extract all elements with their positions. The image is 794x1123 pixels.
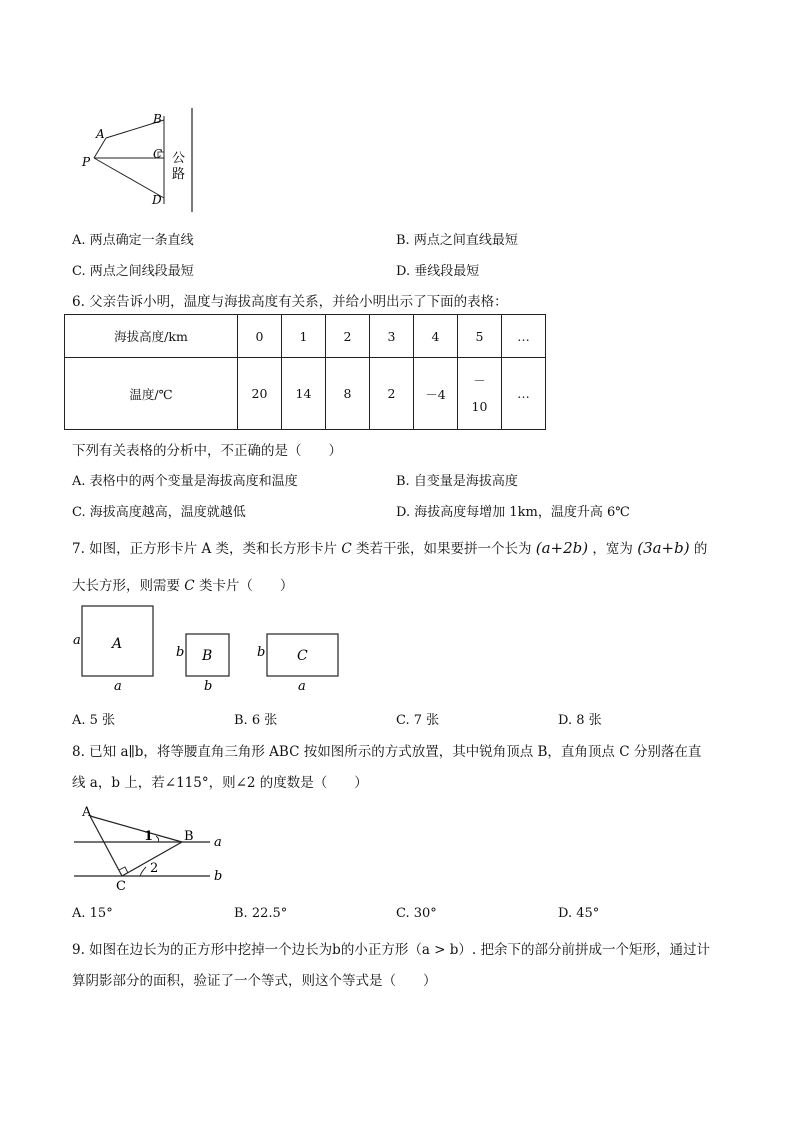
q8-figure bbox=[70, 802, 240, 894]
table-cell: 2 bbox=[326, 315, 370, 358]
q8-stem-line1: 8. 已知 a∥b，将等腰直角三角形 ABC 按如图所示的方式放置，其中锐角顶点 B，直角顶点 C 分别落在直 bbox=[72, 744, 702, 760]
card-b-side: b bbox=[176, 645, 185, 660]
fig8-label-c: C bbox=[116, 879, 126, 894]
fig5-label-a: A bbox=[96, 127, 105, 141]
table-cell: 4 bbox=[414, 315, 458, 358]
fig5-label-d: D bbox=[152, 193, 162, 207]
q8-option-d[interactable]: D. 45° bbox=[558, 906, 600, 921]
altitude-table bbox=[64, 314, 546, 430]
q6-stem: 6. 父亲告诉小明，温度与海拔高度有关系，并给小明出示了下面的表格： bbox=[72, 294, 508, 310]
card-a-label: A bbox=[112, 636, 123, 652]
table-head-altitude: 海拔高度/km bbox=[65, 315, 238, 358]
q7-stem-part: 大长方形，则需要 bbox=[72, 578, 180, 594]
q9-stem-line1: 9. 如图在边长为的正方形中挖掉一个边长为b的小正方形（a > b）. 把余下的部分前拼成一个矩形，通过计 bbox=[72, 942, 710, 958]
table-cell: 5 bbox=[458, 315, 502, 358]
q5-option-d[interactable]: D. 垂线段最短 bbox=[396, 264, 480, 279]
table-cell: … bbox=[502, 315, 546, 358]
q6-option-c[interactable]: C. 海拔高度越高，温度就越低 bbox=[72, 505, 246, 520]
fig5-road-2: 路 bbox=[172, 167, 186, 182]
table-cell: 8 bbox=[326, 358, 370, 430]
q7-stem-part: 7. 如图，正方形卡片 A 类，类和长方形卡片 bbox=[72, 541, 338, 557]
q7-stem-part: 的 bbox=[693, 541, 708, 557]
table-head-temperature: 温度/℃ bbox=[65, 358, 238, 430]
table-cell: 0 bbox=[238, 315, 282, 358]
card-c-label: C bbox=[297, 648, 308, 664]
q5-option-a[interactable]: A. 两点确定一条直线 bbox=[72, 233, 194, 248]
card-a-bottom: a bbox=[114, 679, 122, 694]
fig8-angle-1: 1 bbox=[144, 829, 154, 844]
q5-option-c[interactable]: C. 两点之间线段最短 bbox=[72, 264, 194, 279]
q6-option-a[interactable]: A. 表格中的两个变量是海拔高度和温度 bbox=[72, 474, 298, 489]
q7-option-b[interactable]: B. 6 张 bbox=[234, 713, 278, 728]
q7-card-c-ref: C bbox=[184, 578, 195, 594]
fig8-line-a: a bbox=[214, 835, 222, 850]
q8-option-c[interactable]: C. 30° bbox=[396, 906, 437, 921]
q7-stem-line1 bbox=[72, 537, 707, 557]
card-a-side: a bbox=[73, 633, 81, 648]
q7-stem-part: ，宽为 bbox=[592, 541, 633, 557]
fig5-label-c: C bbox=[153, 147, 163, 161]
card-b-bottom: b bbox=[204, 679, 213, 694]
q7-card-c-ref: C bbox=[341, 541, 352, 557]
fig5-road-1: 公 bbox=[172, 151, 186, 166]
q6-option-d[interactable]: D. 海拔高度每增加 1km，温度升高 6℃ bbox=[396, 505, 630, 520]
q7-option-d[interactable]: D. 8 张 bbox=[558, 713, 602, 728]
fig5-label-p: P bbox=[82, 155, 91, 169]
table-cell: 20 bbox=[238, 358, 282, 430]
table-cell: 14 bbox=[282, 358, 326, 430]
card-b-label: B bbox=[202, 648, 213, 664]
table-cell: 2 bbox=[370, 358, 414, 430]
q5-figure bbox=[78, 106, 208, 216]
card-c-bottom: a bbox=[298, 679, 306, 694]
q8-option-a[interactable]: A. 15° bbox=[72, 906, 113, 921]
table-cell: … bbox=[502, 358, 546, 430]
q7-stem-part: 类若干张，如果要拼一个长为 bbox=[355, 541, 532, 557]
q7-stem-line2 bbox=[72, 574, 293, 594]
card-c-side: b bbox=[257, 645, 266, 660]
q7-cards-figure bbox=[68, 602, 358, 696]
q7-option-a[interactable]: A. 5 张 bbox=[72, 713, 116, 728]
q6-option-b[interactable]: B. 自变量是海拔高度 bbox=[396, 474, 518, 489]
fig8-label-a: A bbox=[82, 805, 92, 820]
fig8-angle-2: 2 bbox=[150, 861, 159, 876]
fig8-line-b: b bbox=[214, 869, 223, 884]
table-cell: 1 bbox=[282, 315, 326, 358]
table-cell: － 10 bbox=[458, 358, 502, 430]
table-cell: 3 bbox=[370, 315, 414, 358]
fig8-label-b: B bbox=[184, 829, 194, 844]
q7-option-c[interactable]: C. 7 张 bbox=[396, 713, 440, 728]
q5-option-b[interactable]: B. 两点之间直线最短 bbox=[396, 233, 518, 248]
q6-sub-question: 下列有关表格的分析中，不正确的是（ ） bbox=[72, 443, 342, 459]
q7-width-expr: (3a+b) bbox=[637, 539, 690, 557]
fig5-label-b: B bbox=[153, 112, 162, 126]
q9-stem-line2: 算阴影部分的面积，验证了一个等式，则这个等式是（ ） bbox=[72, 973, 437, 989]
q7-stem-part: 类卡片（ ） bbox=[198, 578, 294, 594]
q7-length-expr: (a+2b) bbox=[535, 539, 589, 557]
q8-option-b[interactable]: B. 22.5° bbox=[234, 906, 288, 921]
table-cell: －4 bbox=[414, 358, 458, 430]
q8-stem-line2: 线 a，b 上，若∠115°，则∠2 的度数是（ ） bbox=[72, 775, 368, 791]
